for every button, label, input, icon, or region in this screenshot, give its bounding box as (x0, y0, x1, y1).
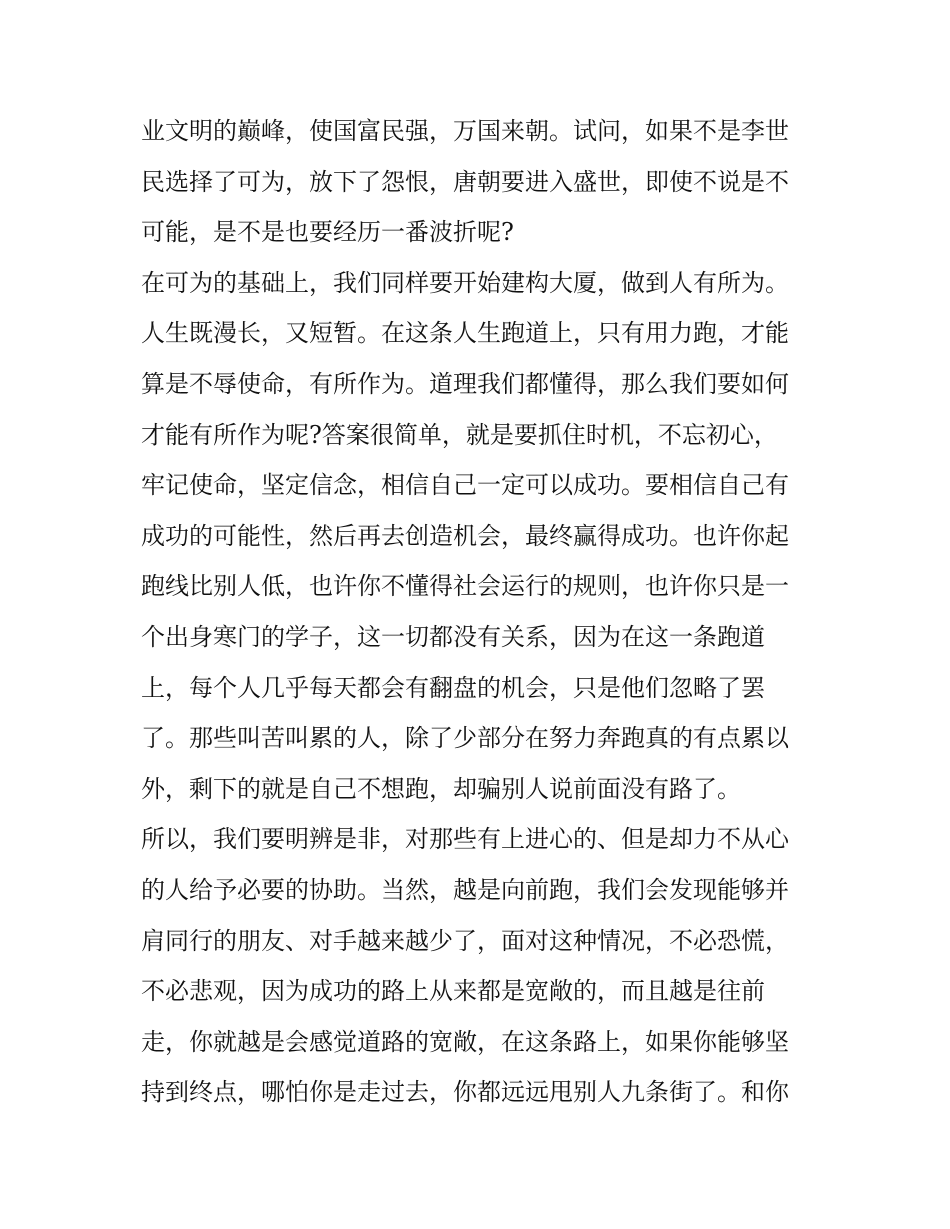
text-line: 算是不辱使命，有所作为。道理我们都懂得，那么我们要如何 (141, 369, 789, 398)
text-line: 成功的可能性，然后再去创造机会，最终赢得成功。也许你起 (141, 521, 789, 550)
text-line: 所以，我们要明辨是非，对那些有上进心的、但是却力不从心 (141, 825, 789, 854)
text-line: 民选择了可为，放下了怨恨，唐朝要进入盛世，即使不说是不 (141, 167, 789, 196)
text-line: 人生既漫长，又短暂。在这条人生跑道上，只有用力跑，才能 (141, 319, 789, 348)
document-body (141, 106, 821, 1118)
text-line: 持到终点，哪怕你是走过去，你都远远甩别人九条街了。和你 (141, 1078, 789, 1107)
text-line: 了。那些叫苦叫累的人，除了少部分在努力奔跑真的有点累以 (141, 724, 789, 753)
text-line: 外，剩下的就是自己不想跑，却骗别人说前面没有路了。 (141, 774, 741, 803)
text-line: 可能，是不是也要经历一番波折呢? (141, 218, 514, 247)
text-line: 的人给予必要的协助。当然，越是向前跑，我们会发现能够并 (141, 875, 789, 904)
text-line: 才能有所作为呢?答案很简单，就是要抓住时机，不忘初心， (141, 420, 778, 449)
text-line: 走，你就越是会感觉道路的宽敞，在这条路上，如果你能够坚 (141, 1027, 789, 1056)
text-line: 在可为的基础上，我们同样要开始建构大厦，做到人有所为。 (141, 268, 789, 297)
text-line: 个出身寒门的学子，这一切都没有关系，因为在这一条跑道 (141, 622, 765, 651)
text-line: 不必悲观，因为成功的路上从来都是宽敞的，而且越是往前 (141, 977, 765, 1006)
text-line: 肩同行的朋友、对手越来越少了，面对这种情况，不必恐慌， (141, 926, 789, 955)
text-line: 牢记使命，坚定信念，相信自己一定可以成功。要相信自己有 (141, 471, 789, 500)
text-line: 业文明的巅峰，使国富民强，万国来朝。试问，如果不是李世 (141, 117, 789, 145)
text-line: 跑线比别人低，也许你不懂得社会运行的规则，也许你只是一 (141, 572, 789, 601)
text-line: 上，每个人几乎每天都会有翻盘的机会，只是他们忽略了罢 (141, 673, 765, 702)
